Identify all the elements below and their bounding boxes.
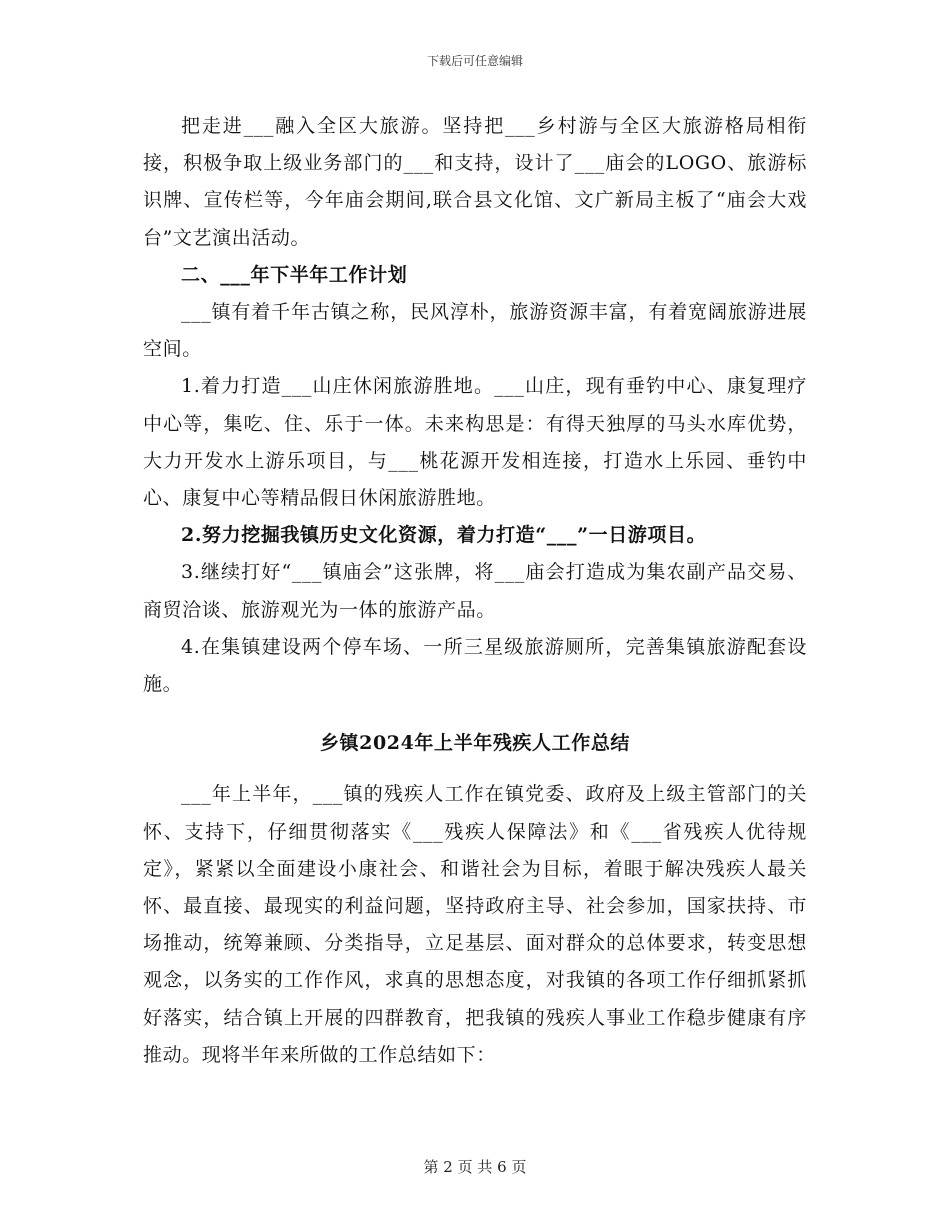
paragraph-tourism-integration: 把走进___融入全区大旅游。坚持把___乡村游与全区大旅游格局相衔接，积极争取上级业务部门的___和支持，设计了___庙会的LOGO、旅游标识牌、宣传栏等，今年庙会期间,联合县文化馆、文广新局主板了“庙会大戏台”文艺演出活动。 — [143, 115, 807, 249]
plan-item-2: 2.努力挖掘我镇历史文化资源，着力打造“___”一日游项目。 — [181, 524, 707, 547]
report-title: 乡镇2024年上半年残疾人工作总结 — [319, 732, 631, 755]
plan-item-3: 3.继续打好“___镇庙会”这张牌，将___庙会打造成为集农副产品交易、商贸洽谈、旅游观光为一体的旅游产品。 — [143, 561, 807, 621]
document-body — [143, 108, 807, 1074]
header-note: 下载后可任意编辑 — [426, 54, 523, 68]
section-heading-plan: 二、___年下半年工作计划 — [181, 263, 408, 286]
plan-item-4: 4.在集镇建设两个停车场、一所三星级旅游厕所，完善集镇旅游配套设施。 — [143, 635, 807, 696]
report-paragraph: ___年上半年，___镇的残疾人工作在镇党委、政府及上级主管部门的关怀、支持下，仔细贯彻落实《___残疾人保障法》和《___省残疾人优待规定》，紧紧以全面建设小康社会、和谐社会为目标，着眼于解决残疾人最关怀、最直接、最现实的利益问题，坚持政府主导、社会参加，国家扶持、市场推动，统筹兼顾、分类指导，立足基层、面对群众的总体要求，转变思想观念，以务实的工作作风，求真的思想态度，对我镇的各项工作仔细抓紧抓好落实，结合镇上开展的四群教育，把我镇的残疾人事业工作稳步健康有序推动。现将半年来所做的工作总结如下： — [143, 783, 807, 1066]
plan-item-1: 1.着力打造___山庄休闲旅游胜地。___山庄，现有垂钓中心、康复理疗中心等，集吃、住、乐于一体。未来构思是：有得天独厚的马头水库优势，大力开发水上游乐项目，与___桃花源开发相连接，打造水上乐园、垂钓中心、康复中心等精品假日休闲旅游胜地。 — [143, 375, 807, 510]
paragraph-town-intro: ___镇有着千年古镇之称，民风淳朴，旅游资源丰富，有着宽阔旅游进展空间。 — [143, 301, 807, 361]
page-number: 第 2 页 共 6 页 — [423, 1158, 527, 1176]
